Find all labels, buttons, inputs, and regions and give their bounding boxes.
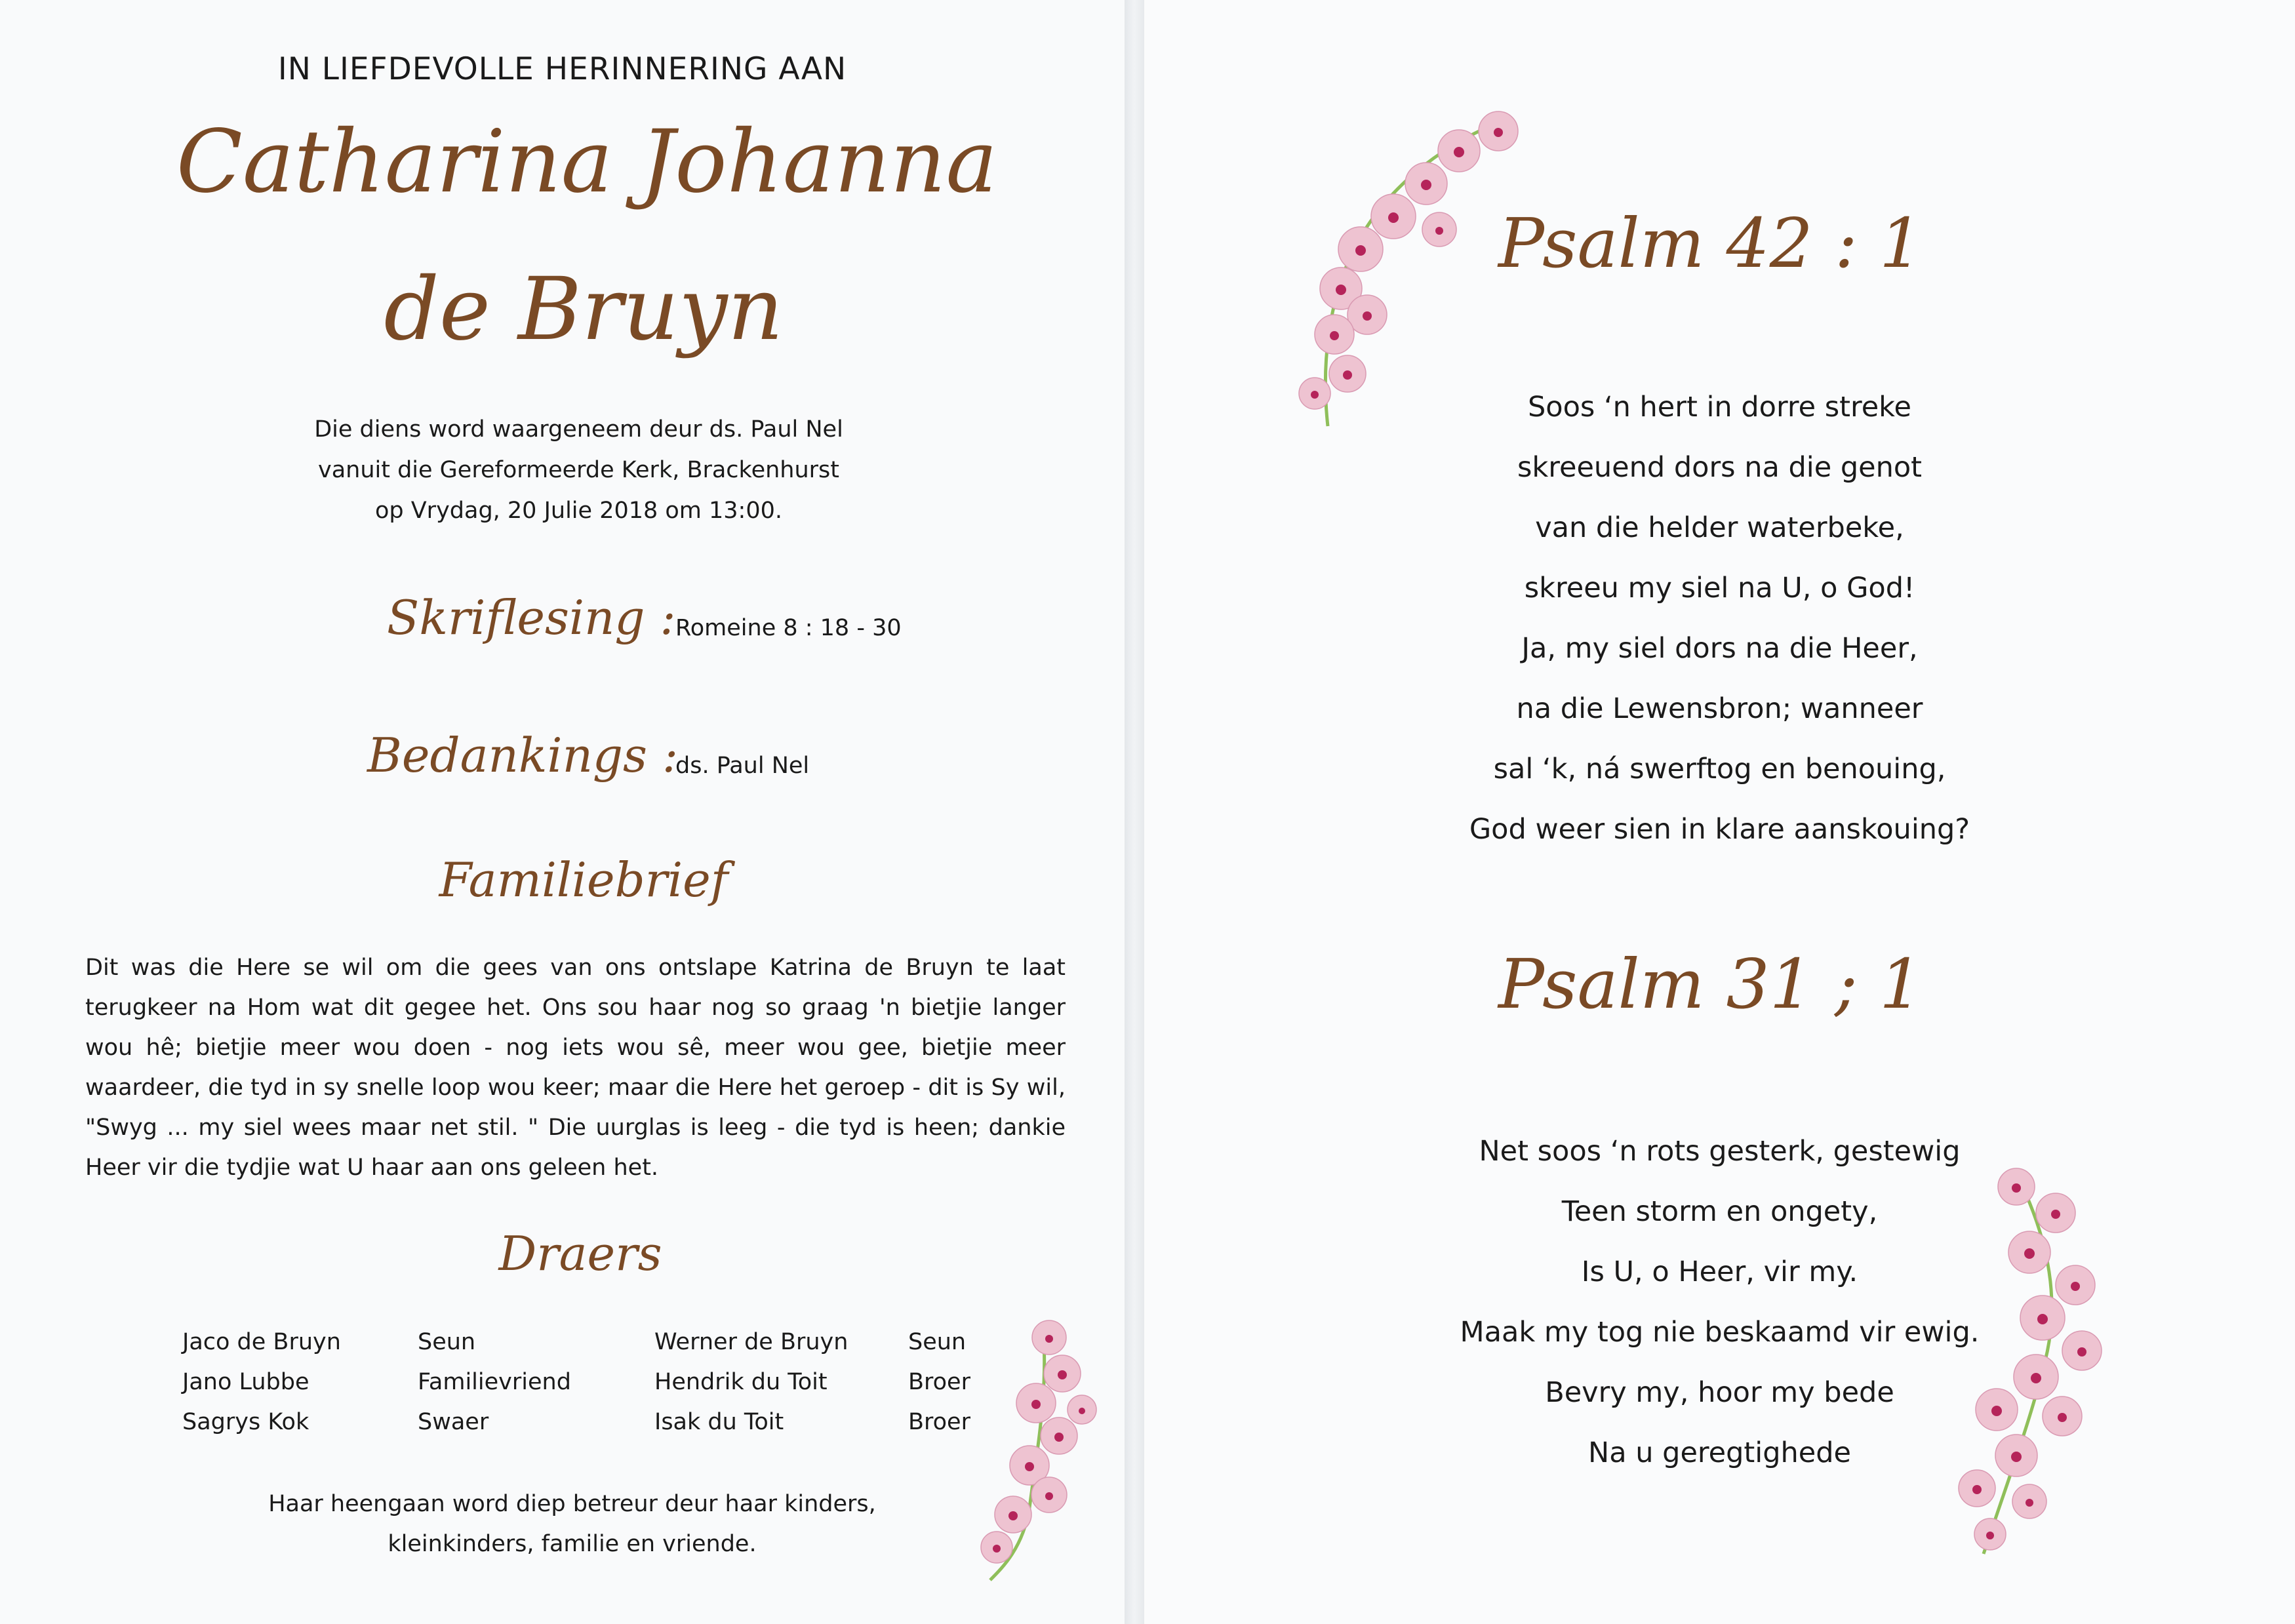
- verse-line: van die helder waterbeke,: [1535, 511, 1904, 544]
- bearer-relation: Seun: [418, 1329, 476, 1355]
- verse-line: Is U, o Heer, vir my.: [1581, 1256, 1858, 1288]
- closing-line: Haar heengaan word diep betreur deur haar kinders,: [268, 1491, 876, 1517]
- verse-line: skreeu my siel na U, o God!: [1524, 572, 1915, 604]
- deceased-surname: de Bruyn: [384, 259, 784, 360]
- verse-line: God weer sien in klare aanskouing?: [1469, 813, 1970, 846]
- deceased-first-names: Catharina Johanna: [176, 111, 998, 212]
- verse-line: Bevry my, hoor my bede: [1545, 1376, 1894, 1409]
- verse-line: sal ‘k, ná swerftog en benouing,: [1493, 753, 1946, 785]
- orchid-spray-icon: [1918, 1160, 2154, 1567]
- bearer-relation: Swaer: [418, 1409, 489, 1435]
- bearer-name: Hendrik du Toit: [654, 1369, 828, 1395]
- right-page: [1144, 0, 2295, 1624]
- page-fold: [1125, 0, 1144, 1624]
- psalm-31-title: Psalm 31 ; 1: [1498, 944, 1923, 1024]
- verse-line: na die Lewensbron; wanneer: [1516, 692, 1923, 725]
- bearer-name: Sagrys Kok: [182, 1409, 309, 1435]
- verse-line: Ja, my siel dors na die Heer,: [1521, 632, 1918, 665]
- closing-line: kleinkinders, familie en vriende.: [388, 1531, 757, 1557]
- orchid-spray-icon: [951, 1311, 1121, 1587]
- bearer-relation: Seun: [908, 1329, 967, 1355]
- bearers-title: Draers: [498, 1226, 662, 1281]
- bearer-relation: Broer: [908, 1369, 970, 1395]
- family-letter-text: Dit was die Here se wil om die gees van ons ontslape Katrina de Bruyn te laat terugkeer na Hom wat dit gegee het. Ons sou haar nog so graag 'n bietjie langer wou hê; bietjie meer wou doen - nog iets wou sê, meer wou gee, bietjie meer waardeer, die tyd in sy snelle loop wou keer; maar die Here het geroep - dit is Sy wil, "Swyg ... my siel wees maar net stil. " Die uurglas is leeg - die tyd is heen; dankie Heer vir die tydjie wat U haar aan ons geleen het.: [85, 955, 1066, 1181]
- bearer-name: Jano Lubbe: [182, 1369, 309, 1395]
- bearer-relation: Broer: [908, 1409, 970, 1435]
- psalm-42-verses: [1144, 377, 2295, 860]
- scripture-label: Skriflesing :: [387, 590, 676, 645]
- bearer-name: Jaco de Bruyn: [182, 1329, 341, 1355]
- psalm-42-title: Psalm 42 : 1: [1498, 203, 1923, 283]
- service-line: op Vrydag, 20 Julie 2018 om 13:00.: [374, 498, 783, 524]
- verse-line: Soos ‘n hert in dorre streke: [1527, 391, 1911, 424]
- left-page: [0, 0, 1125, 1624]
- bearer-name: Werner de Bruyn: [654, 1329, 848, 1355]
- verse-line: Teen storm en ongety,: [1561, 1195, 1878, 1228]
- service-details: [0, 409, 1125, 531]
- bearer-relation: Familievriend: [418, 1369, 571, 1395]
- verse-line: Maak my tog nie beskaamd vir ewig.: [1460, 1316, 1980, 1349]
- family-letter-title: Familiebrief: [439, 852, 728, 907]
- verse-line: skreeuend dors na die genot: [1517, 451, 1923, 484]
- service-line: Die diens word waargeneem deur ds. Paul Nel: [314, 416, 843, 443]
- bearer-name: Isak du Toit: [654, 1409, 784, 1435]
- thanks-value: ds. Paul Nel: [675, 753, 810, 779]
- verse-line: Net soos ‘n rots gesterk, gestewig: [1479, 1135, 1961, 1168]
- scripture-value: Romeine 8 : 18 - 30: [675, 615, 902, 641]
- memorial-heading: IN LIEFDEVOLLE HERINNERING AAN: [277, 51, 847, 87]
- verse-line: Na u geregtighede: [1588, 1436, 1851, 1469]
- service-line: vanuit die Gereformeerde Kerk, Brackenhurst: [317, 457, 840, 483]
- thanks-label: Bedankings :: [367, 728, 679, 783]
